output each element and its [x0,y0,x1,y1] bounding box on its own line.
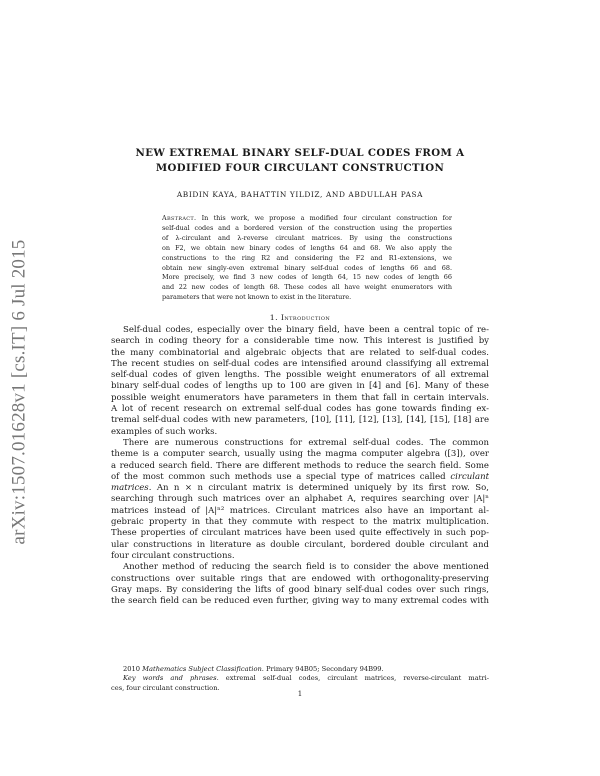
body-line: A lot of recent research on extremal self-dual codes has gone towards finding ex- [111,404,489,415]
author-list: ABIDIN KAYA, BAHATTIN YILDIZ, AND ABDULLAH PASA [176,190,424,199]
emphasis-matrices: matrices [111,483,149,494]
keywords-label: Key words and phrases. [123,674,219,683]
abstract-label: Abstract. [162,214,197,222]
arxiv-identifier-margin [0,208,40,576]
abstract-line [162,214,452,224]
body-line: theme is a computer search, usually using the magma computer algebra ([3]), over [111,449,489,460]
introduction-body [111,325,489,607]
section-heading-introduction: 1. Introduction [269,313,331,322]
body-line: There are numerous constructions for extremal self-dual codes. The common [123,437,489,448]
body-line: self-dual codes of given lengths. The possible weight enumerators of all extremal [111,370,489,381]
msc-text: Primary 94B05; Secondary 94B99. [266,665,384,673]
footnote-keywords [111,674,489,683]
body-line: constructions over suitable rings that are endowed with orthogonality-preserving [111,573,489,584]
abstract-line: More precisely, we find 3 new codes of length 64, 15 new codes of length 66 [162,273,452,282]
abstract [162,214,452,303]
footnote-keywords-continued: ces, four circulant construction. [111,683,220,692]
body-line: ular constructions in literature as double circulant, bordered double circulant and [111,539,489,550]
title-line-2: MODIFIED FOUR CIRCULANT CONSTRUCTION [155,162,445,174]
body-line: search in coding theory for a considerable time now. This interest is justified by [111,336,489,347]
body-line: binary self-dual codes of lengths up to 100 are given in [4] and [6]. Many of these [111,381,489,392]
body-line: The recent studies on self-dual codes are intensified around classifying all extremal [111,358,489,369]
body-line: Another method of reducing the search field is to consider the above mentioned [123,562,489,573]
arxiv-identifier[interactable]: arXiv:1507.01628v1 [cs.IT] 6 Jul 2015 [9,239,30,545]
title-line-1: NEW EXTREMAL BINARY SELF-DUAL CODES FROM A [135,147,465,159]
body-line: a reduced search field. There are different methods to reduce the search field. Some [111,460,489,471]
footnote-msc [111,665,489,674]
body-line-tail: . An n × n circulant matrix is determined uniquely by its first row. So, [148,483,489,494]
body-line: examples of such works. [111,426,218,437]
page-number: 1 [297,690,303,698]
body-line-text: of the most common such methods use a special type of matrices called [111,471,446,482]
body-line: gebraic property in that they commute with respect to the matrix multiplication. [111,517,489,528]
abstract-line: constructions to the ring R2 and considering the F2 and R1-extensions, we [162,253,452,262]
msc-label: Mathematics Subject Classification. [142,665,264,673]
body-line: the search field can be reduced even further, giving way to many extremal codes with [111,596,489,607]
body-line: These properties of circulant matrices have been used quite effectively in such pop- [111,528,489,539]
body-line: the many combinatorial and algebraic objects that are related to self-dual codes. [111,347,489,358]
body-line [111,483,489,494]
abstract-line: on F2, we obtain new binary codes of lengths 64 and 68. We also apply the [162,243,452,252]
body-line: matrices instead of |A|ⁿ² matrices. Circulant matrices also have an important al- [111,505,489,516]
abstract-line: and 22 new codes of length 68. These codes all have weight enumerators with [162,283,452,292]
body-line [111,472,489,483]
body-line: four circulant constructions. [111,550,235,561]
abstract-line: self-dual codes and a bordered version of the construction using the properties [162,223,452,232]
paper-title [100,146,500,176]
abstract-line: obtain new singly-even extremal binary self-dual codes of lengths 66 and 68. [162,263,452,272]
msc-year: 2010 [123,665,141,673]
body-line: Gray maps. By considering the lifts of good binary self-dual codes over such rings, [111,584,489,595]
body-line: possible weight enumerators have parameters in them that fall in certain intervals. [111,392,489,403]
emphasis-circulant: circulant [450,471,489,482]
body-line: Self-dual codes, especially over the binary field, have been a central topic of re- [123,325,489,335]
body-line: searching through such matrices over an alphabet A, requires searching over |A|ⁿ [111,494,489,505]
abstract-line: of λ-circulant and λ-reverse circulant matrices. By using the constructions [162,233,452,242]
footnotes [111,665,489,693]
abstract-line-text: In this work, we propose a modified four circulant construction for [201,214,452,222]
abstract-line: parameters that were not known to exist in the literature. [162,293,352,302]
keywords-text: extremal self-dual codes, circulant matrices, reverse-circulant matri- [225,674,489,683]
body-line: tremal self-dual codes with new parameters, [10], [11], [12], [13], [14], [15], [18] are [111,415,489,426]
